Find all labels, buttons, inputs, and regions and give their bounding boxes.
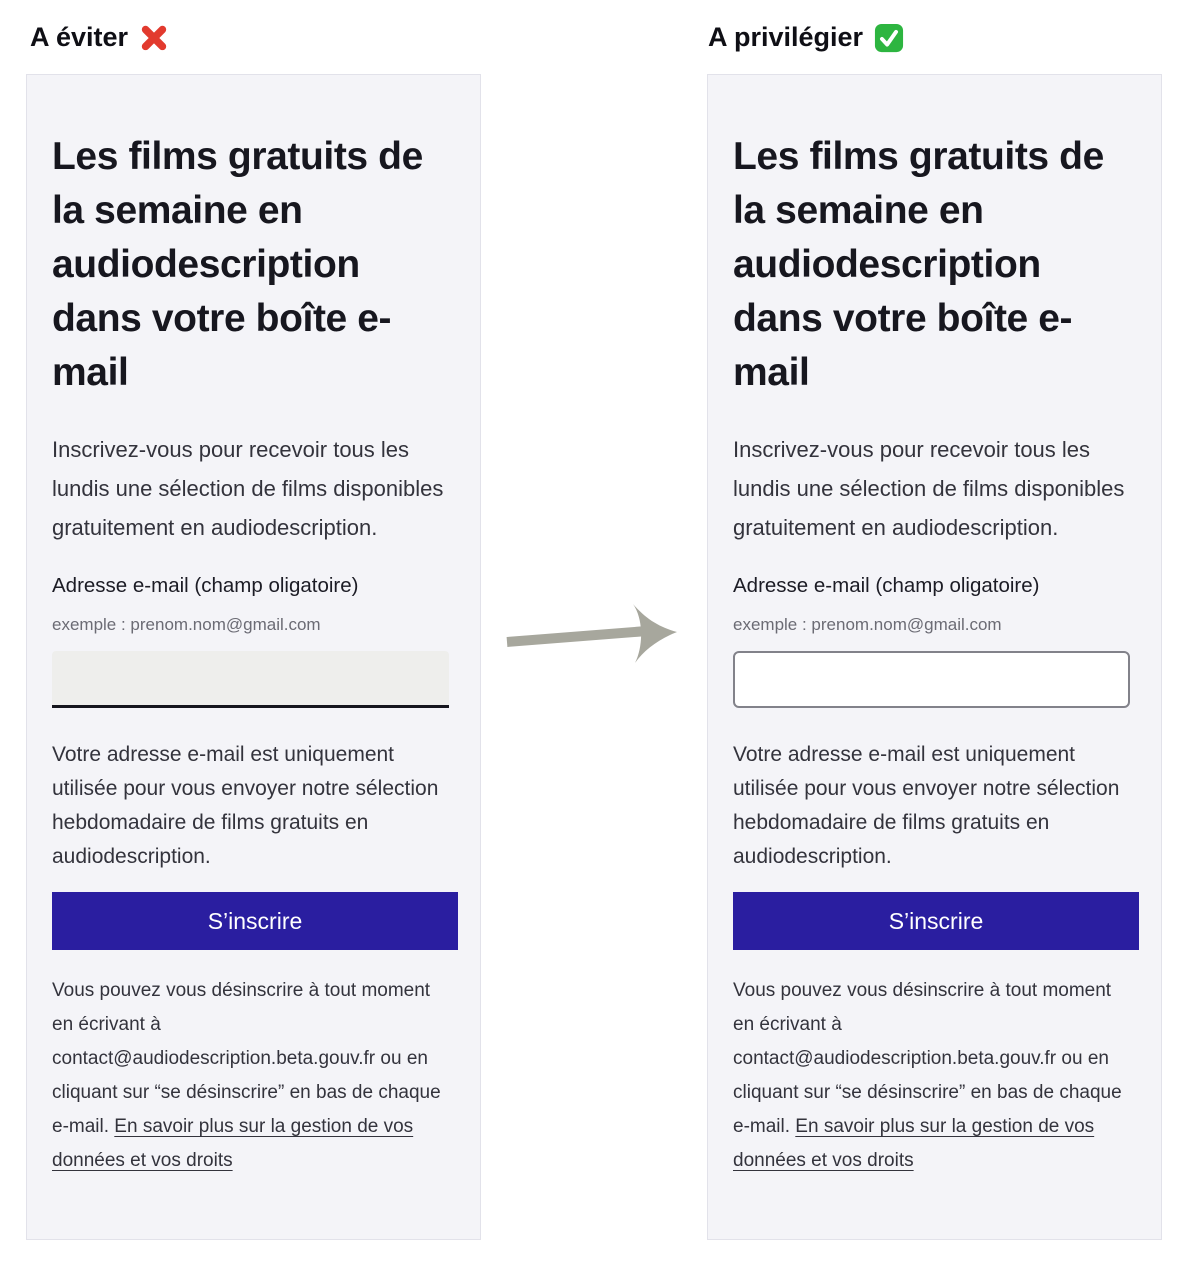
newsletter-title: Les films gratuits de la semaine en audiodescription dans votre boîte e-mail [733, 135, 1104, 394]
newsletter-card-avoid [26, 74, 481, 1240]
unsubscribe-note [733, 974, 1136, 1178]
unsubscribe-text: Vous pouvez vous désinscrire à tout moment en écrivant à contact@audiodescription.beta.gouv.fr ou en cliquant sur “se désinscrire” en bas de chaque e-mail. [733, 980, 1122, 1137]
email-hint: exemple : prenom.nom@gmail.com [52, 615, 321, 634]
privacy-note: Votre adresse e-mail est uniquement utilisée pour vous envoyer notre sélection hebdomadaire de films gratuits en audiodescription. [52, 743, 439, 868]
unsubscribe-text: Vous pouvez vous désinscrire à tout moment en écrivant à contact@audiodescription.beta.gouv.fr ou en cliquant sur “se désinscrire” en bas de chaque e-mail. [52, 980, 441, 1137]
email-input[interactable] [52, 651, 449, 708]
green-check-icon [874, 23, 904, 53]
newsletter-title: Les films gratuits de la semaine en audiodescription dans votre boîte e-mail [52, 135, 423, 394]
right-arrow-icon [497, 590, 692, 675]
prefer-heading [708, 22, 904, 53]
prefer-heading-label: A privilégier [708, 22, 864, 52]
subscribe-button[interactable]: S’inscrire [733, 892, 1139, 950]
subscribe-button[interactable]: S’inscrire [52, 892, 458, 950]
red-cross-icon [139, 23, 169, 53]
avoid-heading-label: A éviter [30, 22, 129, 52]
data-management-link[interactable]: En savoir plus sur la gestion de vos données et vos droits [52, 1116, 414, 1171]
privacy-note: Votre adresse e-mail est uniquement utilisée pour vous envoyer notre sélection hebdomadaire de films gratuits en audiodescription. [733, 743, 1120, 868]
newsletter-card-prefer [707, 74, 1162, 1240]
email-label: Adresse e-mail (champ oligatoire) [733, 574, 1040, 597]
unsubscribe-note [52, 974, 455, 1178]
newsletter-intro: Inscrivez-vous pour recevoir tous les lundis une sélection de films disponibles gratuitement en audiodescription. [733, 437, 1125, 540]
email-hint: exemple : prenom.nom@gmail.com [733, 615, 1002, 634]
newsletter-intro: Inscrivez-vous pour recevoir tous les lundis une sélection de films disponibles gratuitement en audiodescription. [52, 437, 444, 540]
data-management-link[interactable]: En savoir plus sur la gestion de vos données et vos droits [733, 1116, 1095, 1171]
email-input[interactable] [733, 651, 1130, 708]
email-label: Adresse e-mail (champ oligatoire) [52, 574, 359, 597]
avoid-heading [30, 22, 169, 53]
